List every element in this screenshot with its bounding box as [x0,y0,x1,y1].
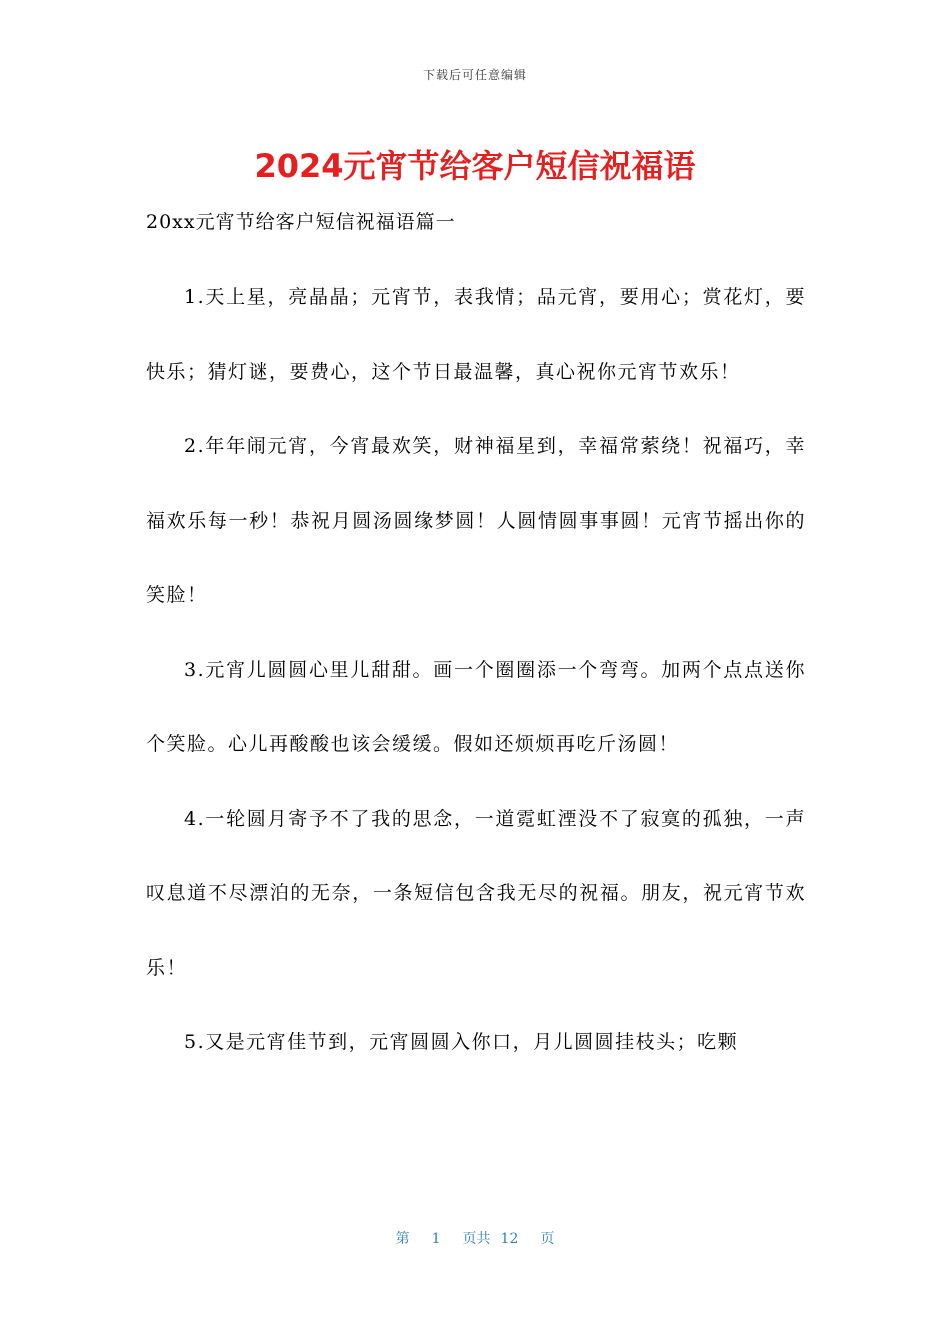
page-header-note: 下载后可任意编辑 [422,68,527,82]
section-heading: 20xx元宵节给客户短信祝福语篇一 [146,211,456,233]
document-title: 2024元宵节给客户短信祝福语 [254,147,696,185]
document-body [146,260,806,1080]
paragraph-1: 1.天上星，亮晶晶；元宵节，表我情；品元宵，要用心；赏花灯，要快乐；猜灯谜，要费心，这个节日最温馨，真心祝你元宵节欢乐！ [146,286,806,383]
page-footer [0,1228,950,1248]
footer-page-number: 1 [431,1231,441,1247]
paragraph-4: 4.一轮圆月寄予不了我的思念，一道霓虹湮没不了寂寞的孤独，一声叹息道不尽漂泊的无奈，一条短信包含我无尽的祝福。朋友，祝元宵节欢乐！ [146,807,806,979]
paragraph-5: 5.又是元宵佳节到，元宵圆圆入你口，月儿圆圆挂枝头；吃颗 [184,1031,739,1053]
footer-prefix: 第 [395,1231,410,1247]
footer-suffix: 页 [540,1231,555,1247]
paragraph-2: 2.年年闹元宵，今宵最欢笑，财神福星到，幸福常萦绕！祝福巧，幸福欢乐每一秒！恭祝月圆汤圆缘梦圆！人圆情圆事事圆！元宵节摇出你的笑脸！ [146,435,806,606]
paragraph-3: 3.元宵儿圆圆心里儿甜甜。画一个圈圈添一个弯弯。加两个点点送你个笑脸。心儿再酸酸也该会缓缓。假如还烦烦再吃斤汤圆！ [146,658,806,755]
footer-mid: 页共 [462,1231,491,1247]
footer-total-pages: 12 [500,1231,519,1247]
